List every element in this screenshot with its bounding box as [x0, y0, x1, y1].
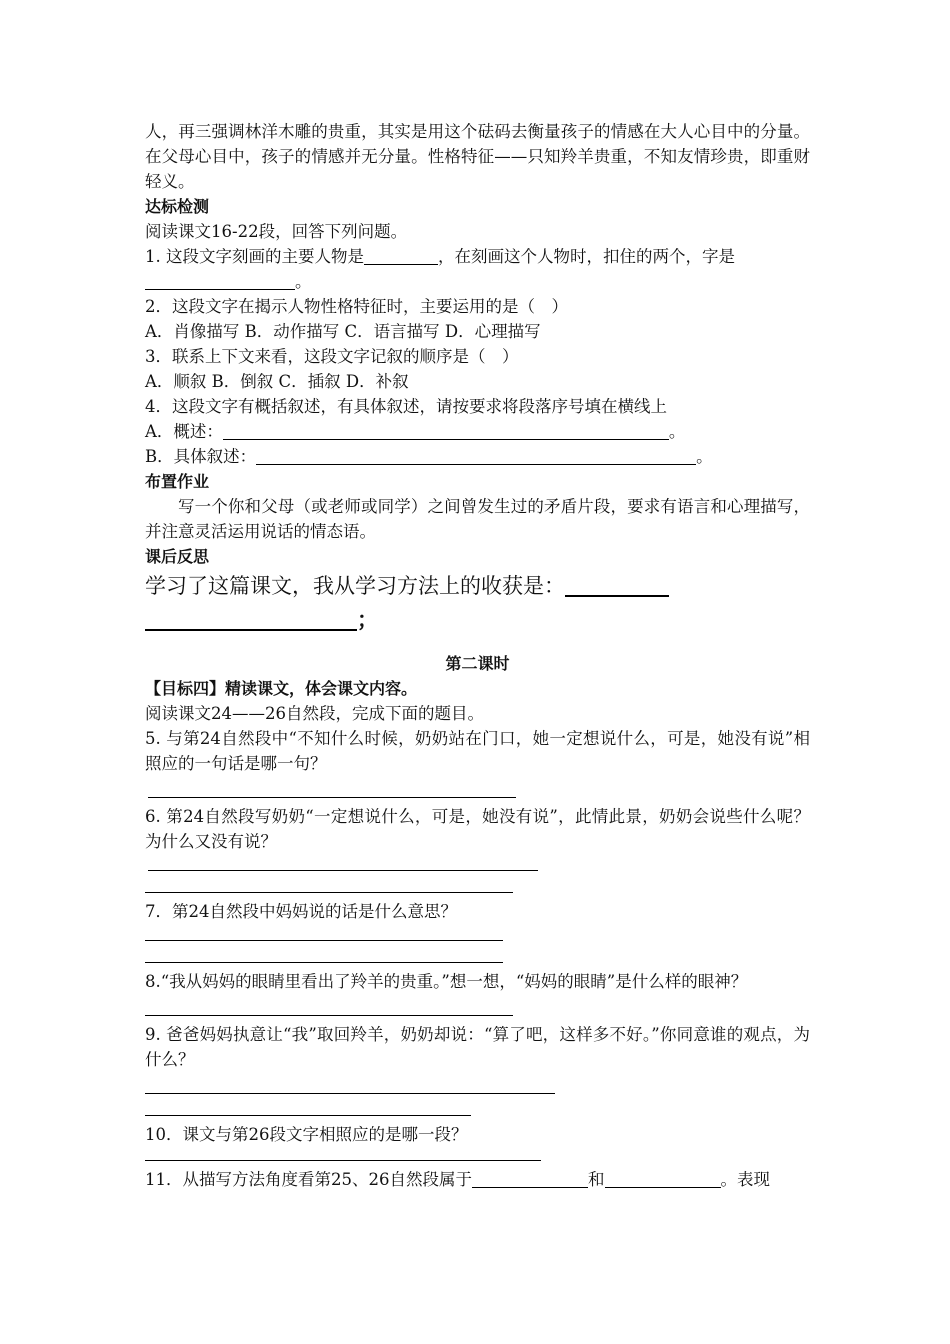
question-7: 7．第24自然段中妈妈说的话是什么意思？: [145, 902, 457, 921]
homework-heading: 布置作业: [145, 472, 210, 491]
reflection-prompt: 学习了这篇课文，我从学习方法上的收获是：: [145, 574, 565, 598]
answer-blank[interactable]: [565, 573, 669, 597]
answer-blank[interactable]: [223, 421, 669, 440]
question-4-b-label: B．具体叙述：: [145, 447, 257, 466]
answer-line[interactable]: [145, 941, 503, 963]
question-11: [145, 1167, 810, 1192]
question-1-text-a: 1. 这段文字刻画的主要人物是: [145, 247, 364, 266]
answer-line[interactable]: [148, 854, 538, 871]
lesson-title: 第二课时: [445, 654, 510, 673]
question-5: 5. 与第24自然段中“不知什么时候，奶奶站在门口，她一定想说什么，可是，她没有说”相照应的一句话是哪一句？: [145, 729, 810, 773]
question-11-text-c: 。表现: [720, 1170, 770, 1189]
answer-line[interactable]: [145, 1094, 471, 1116]
question-8: 8.“我从妈妈的眼睛里看出了羚羊的贵重。”想一想，“妈妈的眼睛”是什么样的眼神？: [145, 972, 748, 991]
period: 。: [668, 422, 686, 441]
answer-line[interactable]: [148, 776, 516, 798]
reflection-line: [145, 603, 810, 637]
question-9: 9. 爸爸妈妈执意让“我”取回羚羊，奶奶却说：“算了吧，这样多不好。”你同意谁的观点，为什么？: [145, 1025, 810, 1069]
question-4-b: [145, 444, 810, 469]
answer-blank[interactable]: [145, 271, 295, 290]
answer-blank[interactable]: [256, 446, 696, 465]
intro-paragraph: 人，再三强调林洋木雕的贵重，其实是用这个砝码去衡量孩子的情感在大人心目中的分量。在父母心目中，孩子的情感并无分量。性格特征——只知羚羊贵重，不知友情珍贵，即重财轻义。: [145, 122, 810, 191]
question-1-text-b: ，在刻画这个人物时，扣住的两个，字是: [438, 247, 735, 266]
answer-blank[interactable]: [605, 1169, 721, 1188]
question-1: [145, 244, 810, 269]
goal-heading: 【目标四】精读课文，体会课文内容。: [145, 679, 418, 698]
test-instruction: 阅读课文16-22段，回答下列问题。: [145, 222, 408, 241]
answer-line[interactable]: [145, 1072, 555, 1094]
answer-line[interactable]: [145, 1147, 541, 1161]
answer-blank[interactable]: [364, 246, 438, 265]
question-2: 2．这段文字在揭示人物性格特征时，主要运用的是（ ）: [145, 297, 568, 316]
semicolon: ；: [357, 607, 378, 632]
question-11-text-a: 11．从描写方法角度看第25、26自然段属于: [145, 1170, 472, 1189]
test-heading: 达标检测: [145, 197, 210, 216]
question-4-a-label: A．概述：: [145, 422, 223, 441]
reflection-text: [145, 569, 810, 603]
question-3: 3．联系上下文来看，这段文字记叙的顺序是（ ）: [145, 347, 519, 366]
period: 。: [696, 447, 713, 466]
question-3-options: A．顺叙 B．倒叙 C．插叙 D．补叙: [145, 372, 409, 391]
lesson-instruction: 阅读课文24——26自然段，完成下面的题目。: [145, 704, 484, 723]
homework-text: 写一个你和父母（或老师或同学）之间曾发生过的矛盾片段，要求有语言和心理描写，并注意灵活运用说话的情态语。: [145, 497, 810, 541]
reflection-heading: 课后反思: [145, 547, 210, 566]
question-11-text-b: 和: [588, 1170, 605, 1189]
question-10: 10．课文与第26段文字相照应的是哪一段？: [145, 1125, 468, 1144]
answer-blank[interactable]: [145, 607, 357, 631]
answer-line[interactable]: [145, 871, 513, 893]
question-4: 4．这段文字有概括叙述，有具体叙述，请按要求将段落序号填在横线上: [145, 397, 667, 416]
answer-blank[interactable]: [472, 1169, 588, 1188]
answer-line[interactable]: [145, 994, 513, 1016]
answer-line[interactable]: [145, 924, 503, 941]
question-6: 6. 第24自然段写奶奶“一定想说什么，可是，她没有说”，此情此景，奶奶会说些什么呢？为什么又没有说？: [145, 807, 810, 851]
question-1-cont: [145, 269, 810, 294]
question-4-a: [145, 419, 810, 444]
document-page: [145, 119, 810, 1192]
period: 。: [295, 272, 312, 291]
question-2-options: A．肖像描写 B．动作描写 C．语言描写 D．心理描写: [145, 322, 541, 341]
